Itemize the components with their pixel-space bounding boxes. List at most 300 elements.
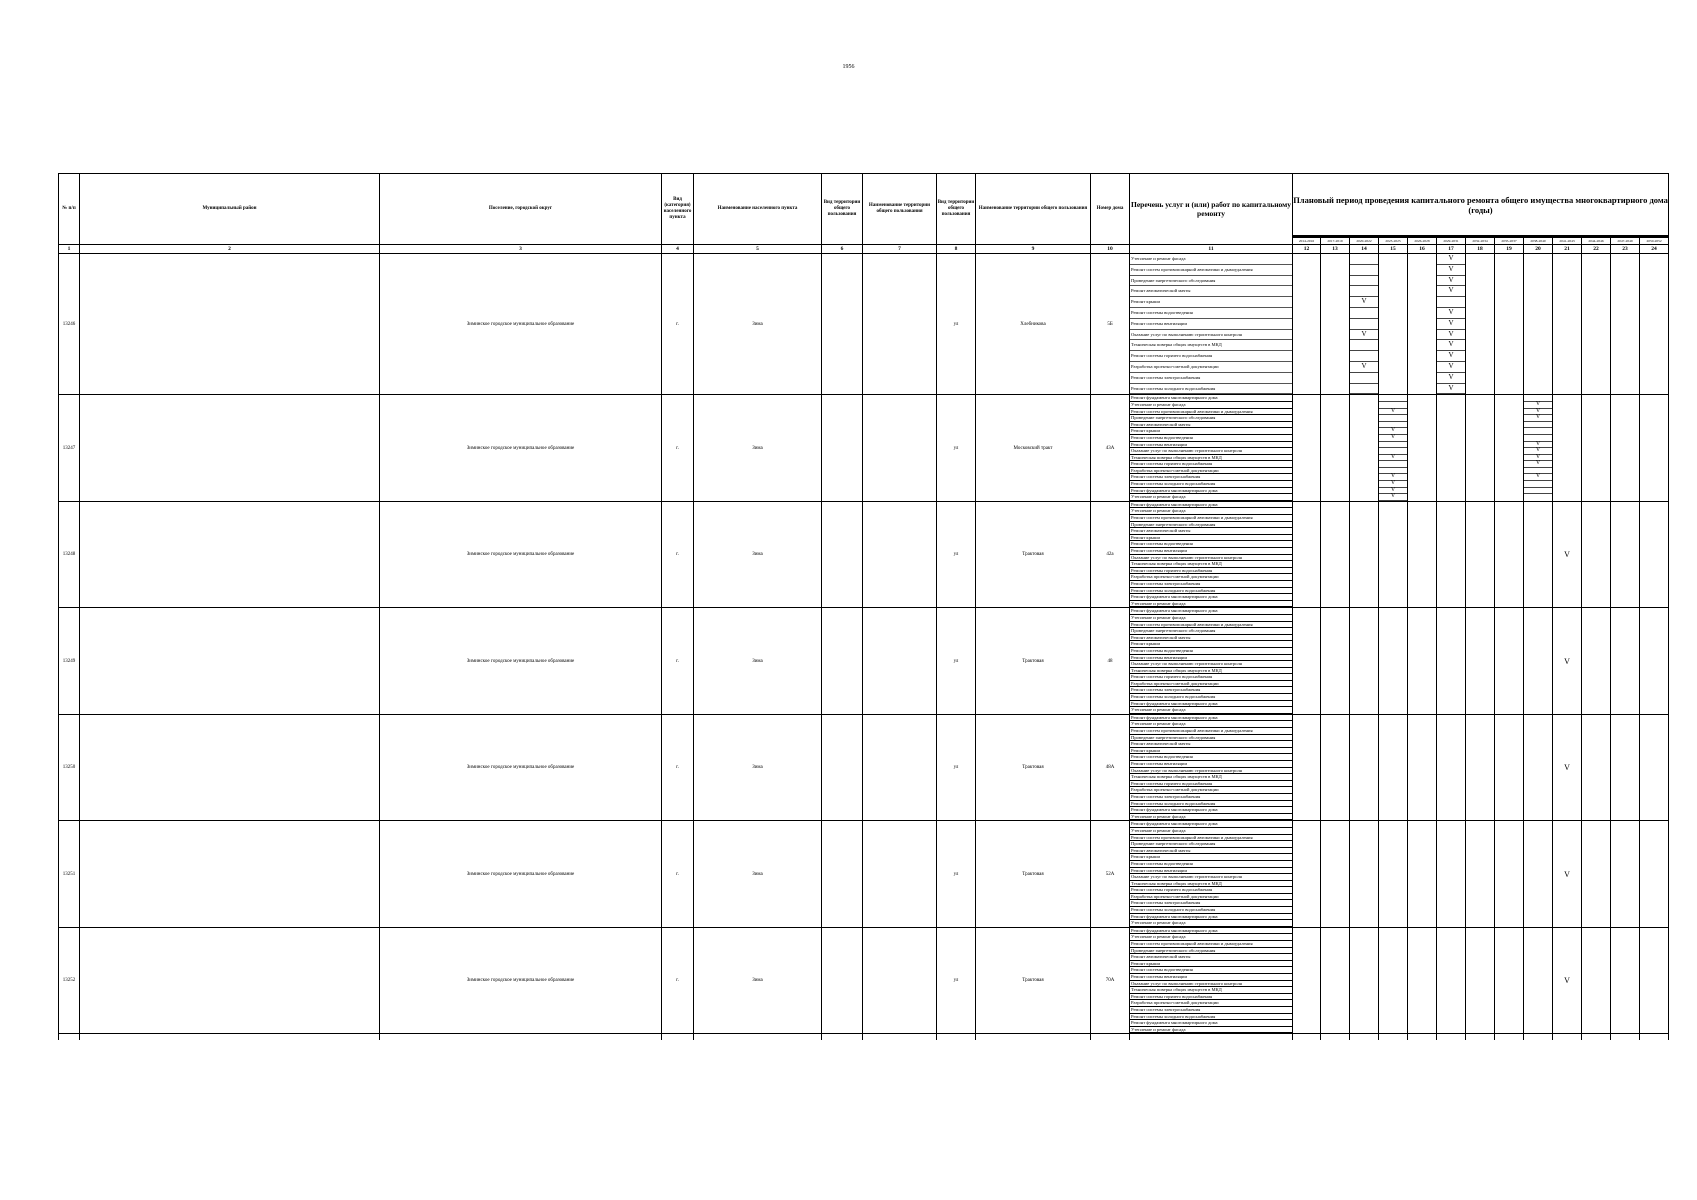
period-cell-21: V (1553, 927, 1582, 1034)
period-cell-24 (1640, 714, 1669, 821)
work-item: Ремонт фундамента многоквартирного дома (1130, 928, 1292, 935)
territory-type-1-cell (822, 254, 863, 395)
period-cell-14 (1350, 254, 1379, 395)
empty-cell (80, 1034, 380, 1040)
work-item: Ремонт фундамента многоквартирного дома (1130, 701, 1292, 708)
locality-type-cell: г. (662, 501, 694, 608)
work-item: Утепление и ремонт фасада (1130, 494, 1292, 501)
work-item: Ремонт системы вентиляции (1130, 319, 1292, 330)
check-mark: V (1524, 442, 1552, 449)
work-item: Ремонт фундамента многоквартирного дома (1130, 807, 1292, 814)
empty-cell (1466, 1034, 1495, 1040)
territory-name-1-cell (863, 821, 937, 928)
period-cell-16 (1408, 927, 1437, 1034)
period-header: 2035-2037 (1495, 237, 1524, 245)
period-cell-22 (1582, 501, 1611, 608)
work-item: Ремонт системы горячего водоснабжения (1130, 568, 1292, 575)
works-list-cell (1130, 254, 1293, 395)
work-item: Ремонт системы вентиляции (1130, 655, 1292, 662)
work-item: Ремонт системы электроснабжения (1130, 794, 1292, 801)
locality-name-cell: Зима (694, 714, 822, 821)
header-row (59, 174, 1669, 237)
period-cell-19 (1495, 608, 1524, 715)
column-number: 21 (1553, 245, 1582, 254)
empty-cell (1321, 1034, 1350, 1040)
settlement-cell: Зиминское городское муниципальное образование (380, 501, 662, 608)
district-cell (80, 254, 380, 395)
work-item: Ремонт крыши (1130, 961, 1292, 968)
period-cell-23 (1611, 395, 1640, 502)
work-item: Ремонт системы вентиляции (1130, 442, 1292, 449)
work-item: Ремонт системы электроснабжения (1130, 373, 1292, 384)
work-item: Ремонт систем противопожарной автоматики и дымоудаления (1130, 515, 1292, 522)
locality-type-cell: г. (662, 395, 694, 502)
period-cell-21 (1553, 254, 1582, 395)
check-mark: V (1437, 319, 1465, 330)
work-item: Оказание услуг по выполнению строительного контроля (1130, 874, 1292, 881)
period-cell-18 (1466, 714, 1495, 821)
works-list-cell (1130, 821, 1293, 928)
period-cell-15 (1379, 254, 1408, 395)
period-cell-16 (1408, 395, 1437, 502)
work-item: Ремонт системы холодного водоснабжения (1130, 694, 1292, 701)
street-name-cell: Трактовая (976, 714, 1091, 821)
table-row (59, 501, 1669, 608)
work-item: Ремонт крыши (1130, 428, 1292, 435)
check-mark (1524, 488, 1552, 495)
work-item: Проведение энергетического обследования (1130, 948, 1292, 955)
street-name-cell: Трактовая (976, 927, 1091, 1034)
work-item: Ремонт системы горячего водоснабжения (1130, 887, 1292, 894)
house-number-cell: 42а (1091, 501, 1130, 608)
check-mark (1350, 384, 1378, 395)
period-cell-22 (1582, 395, 1611, 502)
district-cell (80, 821, 380, 928)
works-list (1130, 608, 1292, 714)
empty-cell (1524, 1034, 1553, 1040)
work-item: Ремонт фундамента многоквартирного дома (1130, 821, 1292, 828)
table-row (59, 608, 1669, 715)
locality-type-cell: г. (662, 254, 694, 395)
period-cell-13 (1321, 254, 1350, 395)
territory-name-1-cell (863, 714, 937, 821)
column-number: 11 (1130, 245, 1293, 254)
check-mark: V (1437, 265, 1465, 276)
work-item: Ремонт систем противопожарной автоматики и дымоудаления (1130, 728, 1292, 735)
period-cell-23 (1611, 254, 1640, 395)
period-cell-24 (1640, 501, 1669, 608)
period-cell-17 (1437, 821, 1466, 928)
check-mark: V (1379, 494, 1407, 501)
column-number: 20 (1524, 245, 1553, 254)
work-item: Ремонт фундамента многоквартирного дома (1130, 608, 1292, 615)
period-header: 2020-2022 (1350, 237, 1379, 245)
column-number: 19 (1495, 245, 1524, 254)
work-item: Утепление и ремонт фасада (1130, 707, 1292, 714)
column-number: 3 (380, 245, 662, 254)
period-cell-18 (1466, 608, 1495, 715)
work-item: Ремонт автоматической мачты (1130, 954, 1292, 961)
territory-type-2-cell: ул (937, 927, 976, 1034)
period-cell-22 (1582, 714, 1611, 821)
work-item: Оказание услуг по выполнению строительного контроля (1130, 448, 1292, 455)
period-cell-14 (1350, 927, 1379, 1034)
works-list-cell (1130, 608, 1293, 715)
empty-cell (1495, 1034, 1524, 1040)
work-item: Проведение энергетического обследования (1130, 628, 1292, 635)
period-cell-20 (1524, 821, 1553, 928)
period-cell-15 (1379, 821, 1408, 928)
empty-cell (1640, 1034, 1669, 1040)
check-mark: V (1437, 340, 1465, 351)
work-item: Ремонт автоматической мачты (1130, 635, 1292, 642)
row-number: 13249 (59, 608, 80, 715)
works-list-cell (1130, 501, 1293, 608)
period-cell-24 (1640, 395, 1669, 502)
period-cell-18 (1466, 927, 1495, 1034)
work-item: Утепление и ремонт фасада (1130, 402, 1292, 409)
check-mark: V (1437, 362, 1465, 373)
period-cell-24 (1640, 608, 1669, 715)
work-item: Разработка проектно-сметной документации (1130, 894, 1292, 901)
work-item: Ремонт систем противопожарной автоматики и дымоудаления (1130, 835, 1292, 842)
period-cell-17 (1437, 501, 1466, 608)
empty-cell (59, 1034, 80, 1040)
territory-type-1-cell (822, 927, 863, 1034)
empty-cell (1582, 1034, 1611, 1040)
check-mark (1350, 265, 1378, 276)
check-mark (1350, 351, 1378, 362)
work-item: Техническая поверка общих имуществ в МКД (1130, 455, 1292, 462)
locality-name-cell: Зима (694, 501, 822, 608)
work-item: Ремонт системы электроснабжения (1130, 1007, 1292, 1014)
period-cell-20 (1524, 501, 1553, 608)
period-cell-14 (1350, 608, 1379, 715)
street-name-cell: Трактовая (976, 821, 1091, 928)
period-cell-19 (1495, 821, 1524, 928)
work-item: Ремонт системы вентиляции (1130, 974, 1292, 981)
period-cell-18 (1466, 254, 1495, 395)
period-cell-19 (1495, 254, 1524, 395)
period-cell-19 (1495, 395, 1524, 502)
check-mark: V (1437, 276, 1465, 287)
period-header: 2050-2052 (1640, 237, 1669, 245)
work-item: Ремонт системы горячего водоснабжения (1130, 674, 1292, 681)
empty-cell (1553, 1034, 1582, 1040)
period-cell-23 (1611, 608, 1640, 715)
period-cell-18 (1466, 501, 1495, 608)
row-number: 13250 (59, 714, 80, 821)
work-item: Техническая поверка общих имуществ в МКД (1130, 774, 1292, 781)
work-item: Ремонт системы водоотведения (1130, 754, 1292, 761)
row-number: 13247 (59, 395, 80, 502)
work-item: Ремонт крыши (1130, 297, 1292, 308)
period-cell-20 (1524, 395, 1553, 502)
header-planned-period: Плановый период проведения капитального ремонта общего имущества многоквартирного дома (годы) (1293, 174, 1669, 237)
check-mark: V (1379, 409, 1407, 416)
work-item: Ремонт автоматической мачты (1130, 741, 1292, 748)
work-item: Техническая поверка общих имуществ в МКД (1130, 340, 1292, 351)
work-item: Ремонт крыши (1130, 535, 1292, 542)
period-cell-16 (1408, 254, 1437, 395)
works-list (1130, 715, 1292, 821)
period-cell-19 (1495, 927, 1524, 1034)
column-number: 18 (1466, 245, 1495, 254)
district-cell (80, 608, 380, 715)
work-item: Ремонт систем противопожарной автоматики и дымоудаления (1130, 941, 1292, 948)
work-item: Ремонт фундамента многоквартирного дома (1130, 1020, 1292, 1027)
column-number: 8 (937, 245, 976, 254)
work-item: Техническая поверка общих имуществ в МКД (1130, 881, 1292, 888)
work-item: Ремонт системы электроснабжения (1130, 687, 1292, 694)
empty-cell (976, 1034, 1091, 1040)
period-cell-17 (1437, 927, 1466, 1034)
period-cell-23 (1611, 821, 1640, 928)
check-mark (1524, 422, 1552, 429)
check-mark (1379, 415, 1407, 422)
check-mark: V (1524, 409, 1552, 416)
work-item: Проведение энергетического обследования (1130, 415, 1292, 422)
check-mark: V (1437, 308, 1465, 319)
territory-name-1-cell (863, 608, 937, 715)
period-cell-24 (1640, 821, 1669, 928)
table-row (59, 714, 1669, 821)
works-list-cell (1130, 714, 1293, 821)
work-item: Ремонт автоматической мачты (1130, 528, 1292, 535)
work-item: Ремонт фундамента многоквартирного дома (1130, 488, 1292, 495)
table-row (59, 254, 1669, 395)
work-item: Ремонт крыши (1130, 748, 1292, 755)
check-mark: V (1379, 435, 1407, 442)
territory-name-1-cell (863, 254, 937, 395)
work-item: Оказание услуг по выполнению строительного контроля (1130, 555, 1292, 562)
works-list (1130, 928, 1292, 1034)
table-row (59, 395, 1669, 502)
period-cell-17 (1437, 714, 1466, 821)
works-list (1130, 395, 1292, 501)
territory-type-1-cell (822, 821, 863, 928)
empty-cell (1091, 1034, 1130, 1040)
period-cell-12 (1293, 395, 1321, 502)
check-mark: V (1379, 428, 1407, 435)
house-number-cell: 5Б (1091, 254, 1130, 395)
district-cell (80, 927, 380, 1034)
period-cell-18 (1466, 821, 1495, 928)
header-locality-type: Вид (категория) населенного пункта (662, 174, 694, 245)
header-district: Муниципальный район (80, 174, 380, 245)
work-item: Ремонт системы горячего водоснабжения (1130, 781, 1292, 788)
work-item: Разработка проектно-сметной документации (1130, 574, 1292, 581)
period-cell-24 (1640, 927, 1669, 1034)
locality-name-cell: Зима (694, 927, 822, 1034)
work-item: Утепление и ремонт фасада (1130, 920, 1292, 927)
check-mark (1437, 297, 1465, 308)
work-item: Утепление и ремонт фасада (1130, 721, 1292, 728)
header-locality-name: Наименование населенного пункта (694, 174, 822, 245)
work-item: Оказание услуг по выполнению строительного контроля (1130, 330, 1292, 341)
work-item: Техническая поверка общих имуществ в МКД (1130, 561, 1292, 568)
work-item: Разработка проектно-сметной документации (1130, 681, 1292, 688)
row-number: 13246 (59, 254, 80, 395)
header-territory-name-2: Наименование территории общего пользования (976, 174, 1091, 245)
check-mark: V (1437, 254, 1465, 265)
works-list-cell (1130, 927, 1293, 1034)
period-header: 2023-2025 (1379, 237, 1408, 245)
column-number: 15 (1379, 245, 1408, 254)
territory-name-1-cell (863, 395, 937, 502)
work-item: Ремонт системы холодного водоснабжения (1130, 907, 1292, 914)
period-cell-16 (1408, 501, 1437, 608)
row-number: 13252 (59, 927, 80, 1034)
work-item: Ремонт системы водоотведения (1130, 435, 1292, 442)
period-cell-12 (1293, 927, 1321, 1034)
column-number: 6 (822, 245, 863, 254)
house-number-cell: 70А (1091, 927, 1130, 1034)
locality-type-cell: г. (662, 927, 694, 1034)
territory-type-2-cell: ул (937, 608, 976, 715)
column-number: 7 (863, 245, 937, 254)
column-number: 2 (80, 245, 380, 254)
work-item: Ремонт системы холодного водоснабжения (1130, 384, 1292, 395)
period-cell-23 (1611, 927, 1640, 1034)
table (58, 173, 1669, 1040)
period-cell-15 (1379, 501, 1408, 608)
period-header: 2047-2049 (1611, 237, 1640, 245)
header-territory-type-2: Вид территории общего пользования (937, 174, 976, 245)
period-cell-15 (1379, 714, 1408, 821)
empty-cell (1611, 1034, 1640, 1040)
check-mark: V (1524, 448, 1552, 455)
work-item: Разработка проектно-сметной документации (1130, 787, 1292, 794)
work-item: Ремонт крыши (1130, 854, 1292, 861)
period-cell-12 (1293, 714, 1321, 821)
house-number-cell: 43А (1091, 395, 1130, 502)
period-header: 2017-2019 (1321, 237, 1350, 245)
work-item: Утепление и ремонт фасада (1130, 508, 1292, 515)
works-list (1130, 821, 1292, 927)
work-item: Ремонт системы водоотведения (1130, 648, 1292, 655)
work-item: Ремонт системы холодного водоснабжения (1130, 588, 1292, 595)
street-name-cell: Московский тракт (976, 395, 1091, 502)
period-cell-18 (1466, 395, 1495, 502)
locality-name-cell: Зима (694, 395, 822, 502)
empty-cell (1437, 1034, 1466, 1040)
check-mark: V (1350, 362, 1378, 373)
period-cell-17 (1437, 395, 1466, 502)
work-item: Ремонт автоматической мачты (1130, 848, 1292, 855)
column-number: 16 (1408, 245, 1437, 254)
period-cell-13 (1321, 608, 1350, 715)
work-item: Ремонт фундамента многоквартирного дома (1130, 914, 1292, 921)
header-settlement: Поселение, городской округ (380, 174, 662, 245)
empty-cell (694, 1034, 822, 1040)
period-cell-13 (1321, 714, 1350, 821)
period-cell-13 (1321, 395, 1350, 502)
locality-type-cell: г. (662, 714, 694, 821)
capital-repair-table (58, 173, 1668, 1040)
check-mark (1350, 373, 1378, 384)
header-house-number: Номер дома (1091, 174, 1130, 245)
work-item: Утепление и ремонт фасада (1130, 828, 1292, 835)
empty-cell (1379, 1034, 1408, 1040)
period-cell-15 (1379, 395, 1408, 502)
table-row (59, 927, 1669, 1034)
work-item: Ремонт фундамента многоквартирного дома (1130, 594, 1292, 601)
header-works-list: Перечень услуг и (или) работ по капитальному ремонту (1130, 174, 1293, 245)
territory-type-1-cell (822, 714, 863, 821)
work-item: Ремонт автоматической мачты (1130, 422, 1292, 429)
period-cell-23 (1611, 714, 1640, 821)
period-header: 2032-2034 (1466, 237, 1495, 245)
page-number: 1956 (842, 64, 855, 70)
check-mark: V (1437, 384, 1465, 395)
works-list (1130, 254, 1292, 394)
work-item: Ремонт системы вентиляции (1130, 548, 1292, 555)
settlement-cell: Зиминское городское муниципальное образование (380, 608, 662, 715)
territory-type-1-cell (822, 395, 863, 502)
period-cell-21: V (1553, 821, 1582, 928)
period-cell-16 (1408, 608, 1437, 715)
header-territory-name-1: Наименование территории общего пользования (863, 174, 937, 245)
period-cell-20 (1524, 608, 1553, 715)
work-item: Оказание услуг по выполнению строительного контроля (1130, 768, 1292, 775)
check-mark: V (1524, 402, 1552, 409)
column-number: 4 (662, 245, 694, 254)
period-header: 2044-2046 (1582, 237, 1611, 245)
works-list (1130, 502, 1292, 608)
district-cell (80, 395, 380, 502)
check-mark (1350, 254, 1378, 265)
period-cell-22 (1582, 608, 1611, 715)
house-number-cell: 52А (1091, 821, 1130, 928)
column-number: 13 (1321, 245, 1350, 254)
work-item: Утепление и ремонт фасада (1130, 615, 1292, 622)
locality-name-cell: Зима (694, 821, 822, 928)
empty-cell (937, 1034, 976, 1040)
period-cell-14 (1350, 714, 1379, 821)
territory-type-2-cell: ул (937, 254, 976, 395)
territory-name-1-cell (863, 927, 937, 1034)
period-cell-12 (1293, 608, 1321, 715)
work-item: Оказание услуг по выполнению строительного контроля (1130, 661, 1292, 668)
check-mark: V (1350, 297, 1378, 308)
house-number-cell: 48 (1091, 608, 1130, 715)
check-mark (1350, 276, 1378, 287)
check-mark: V (1437, 351, 1465, 362)
period-cell-21: V (1553, 608, 1582, 715)
check-mark: V (1524, 455, 1552, 462)
house-number-cell: 48А (1091, 714, 1130, 821)
work-item: Ремонт системы холодного водоснабжения (1130, 481, 1292, 488)
header-territory-type-1: Вид территории общего пользования (822, 174, 863, 245)
work-item: Разработка проектно-сметной документации (1130, 1000, 1292, 1007)
work-item: Ремонт фундамента многоквартирного дома (1130, 395, 1292, 402)
work-item: Ремонт системы водоотведения (1130, 308, 1292, 319)
period-header: 2038-2040 (1524, 237, 1553, 245)
work-item: Ремонт системы вентиляции (1130, 761, 1292, 768)
check-mark (1379, 395, 1407, 402)
locality-name-cell: Зима (694, 608, 822, 715)
period-cell-13 (1321, 927, 1350, 1034)
check-mark: V (1350, 330, 1378, 341)
period-cell-20 (1524, 254, 1553, 395)
work-item: Проведение энергетического обследования (1130, 735, 1292, 742)
work-item: Ремонт системы горячего водоснабжения (1130, 351, 1292, 362)
period-cell-22 (1582, 821, 1611, 928)
check-mark: V (1437, 373, 1465, 384)
row-number: 13251 (59, 821, 80, 928)
period-cell-14 (1350, 395, 1379, 502)
